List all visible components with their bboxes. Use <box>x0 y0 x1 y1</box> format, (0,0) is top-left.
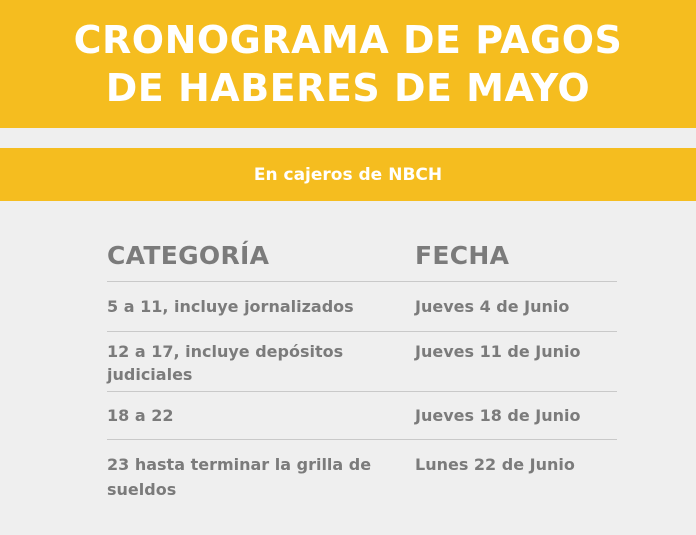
category-cell <box>107 295 415 318</box>
column-header-fecha: FECHA <box>415 241 510 270</box>
payment-schedule-table <box>107 230 617 502</box>
title-banner <box>0 0 696 128</box>
subheader-banner <box>0 148 696 201</box>
category-cell <box>107 340 415 391</box>
table-header <box>107 230 617 282</box>
date-cell: Jueves 11 de Junio <box>415 342 581 361</box>
category-cell <box>107 404 415 427</box>
subheader-prefix: En cajeros de <box>253 164 383 185</box>
table-row <box>107 392 617 440</box>
category-cell <box>107 452 415 502</box>
date-cell: Jueves 4 de Junio <box>415 297 570 316</box>
bank-name: NBCH <box>388 164 443 185</box>
page-title-line-1: CRONOGRAMA DE PAGOS <box>73 18 623 62</box>
date-cell: Jueves 18 de Junio <box>415 406 581 425</box>
category-text: 18 a 22 <box>107 406 174 425</box>
column-header-categoria: CATEGORÍA <box>107 241 270 270</box>
table-row <box>107 282 617 332</box>
category-text: 12 a 17, incluye depósitos judiciales <box>107 342 344 384</box>
page-title-line-2: DE HABERES DE MAYO <box>105 66 591 110</box>
category-text: 5 a 11, incluye jornalizados <box>107 297 354 316</box>
table-row <box>107 332 617 392</box>
date-cell: Lunes 22 de Junio <box>415 455 575 474</box>
category-text: 23 hasta terminar la grilla de sueldos <box>107 455 372 499</box>
banner-gap <box>0 128 696 148</box>
table-row <box>107 440 617 502</box>
